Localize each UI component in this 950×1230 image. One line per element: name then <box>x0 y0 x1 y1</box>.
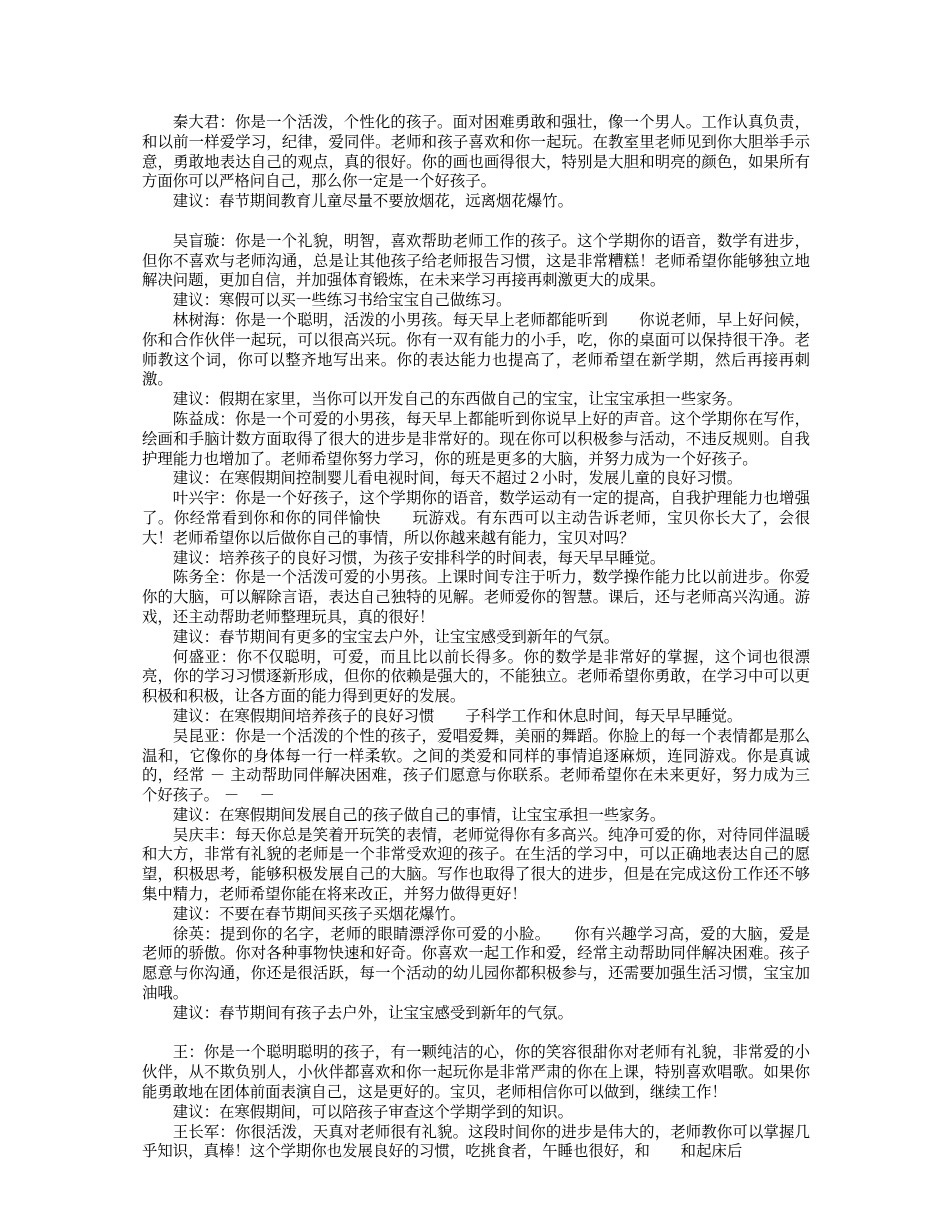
paragraph: 建议：在寒假期间，可以陪孩子审查这个学期学到的知识。 <box>172 1102 573 1121</box>
paragraph: 建议：在寒假期间控制婴儿看电视时间，每天不超过２小时，发展儿童的良好习惯。 <box>172 469 743 488</box>
paragraph: 建议：在寒假期间发展自己的孩子做自己的事情，让宝宝承担一些家务。 <box>172 805 666 824</box>
paragraph: 吴庆丰：每天你总是笑着开玩笑的表情，老师觉得你有多高兴。纯净可爱的你，对待同伴温暖和大方，非常有礼貌的老师是一个非常受欢迎的孩子。在生活的学习中，可以正确地表达自己的愿望，积极思考，能够积极发展自己的大脑。写作也取得了很大的进步，但是在完成这份工作还不够集中精力，老师希望你能在将来改正，并努力做得更好！ <box>142 825 810 904</box>
paragraph: 何盛亚：你不仅聪明，可爱，而且比以前长得多。你的数学是非常好的掌握，这个词也很漂亮，你的学习习惯逐新形成，但你的依赖是强大的，不能独立。老师希望你勇敢，在学习中可以更积极和积极，让各方面的能力得到更好的发展。 <box>142 647 810 706</box>
paragraph: 吴昆亚：你是一个活泼的个性的孩子，爱唱爱舞，美丽的舞蹈。你脸上的每一个表情都是那么温和，它像你的身体每一行一样柔软。之间的类爱和同样的事情追逐麻烦，连同游戏。你是真诚的，经常 － 主动帮助同伴解决困难，孩子们愿意与你联系。老师希望你在未来更好，努力成为三个好孩子。 － － <box>142 726 810 805</box>
blank-line <box>142 1024 810 1044</box>
paragraph: 建议：假期在家里，当你可以开发自己的东西做自己的宝宝，让宝宝承担一些家务。 <box>172 390 743 409</box>
document-body <box>142 113 810 1162</box>
paragraph: 陈务全：你是一个活泼可爱的小男孩。上课时间专注于听力，数学操作能力比以前进步。你爱你的大脑，可以解除言语，表达自己独特的见解。老师爱你的智慧。课后，还与老师高兴沟通。游戏，还主动帮助老师整理玩具，真的很好！ <box>142 568 810 626</box>
paragraph: 叶兴宇：你是一个好孩子，这个学期你的语音，数学运动有一定的提高，自我护理能力也增强了。你经常看到你和你的同伴愉快 玩游戏。有东西可以主动告诉老师，宝贝你长大了，会很大！老师希望你以后做你自己的事情，所以你越来越有能力，宝贝对吗？ <box>142 489 810 547</box>
paragraph: 徐英：提到你的名字，老师的眼睛漂浮你可爱的小脸。 你有兴趣学习高，爱的大脑，爱是老师的骄傲。你对各种事物快速和好奇。你喜欢一起工作和爱，经常主动帮助同伴解决困难。孩子愿意与你沟通，你还是很活跃，每一个活动的幼儿园你都积极参与，还需要加强生活习惯，宝宝加油哦。 <box>142 924 810 1003</box>
paragraph: 秦大君：你是一个活泼，个性化的孩子。面对困难勇敢和强壮，像一个男人。工作认真负责，和以前一样爱学习，纪律，爱同伴。老师和孩子喜欢和你一起玩。在教室里老师见到你大胆举手示意，勇敢地表达自己的观点，真的很好。你的画也画得很大，特别是大胆和明亮的颜色，如果所有方面你可以严格问自己，那么你一定是一个好孩子。 <box>142 113 810 191</box>
paragraph: 陈益成：你是一个可爱的小男孩，每天早上都能听到你说早上好的声音。这个学期你在写作，绘画和手脑计数方面取得了很大的进步是非常好的。现在你可以积极参与活动，不违反规则。自我护理能力也增加了。老师希望你努力学习，你的班是更多的大脑，并努力成为一个好孩子。 <box>142 409 810 468</box>
paragraph: 建议：春节期间教育儿童尽量不要放烟花，远离烟花爆竹。 <box>172 192 573 211</box>
paragraph: 建议：在寒假期间培养孩子的良好习惯 子科学工作和休息时间，每天早早睡觉。 <box>172 706 743 725</box>
paragraph: 林树海：你是一个聪明，活泼的小男孩。每天早上老师都能听到 你说老师，早上好问候，你和合作伙伴一起玩，可以很高兴玩。你有一双有能力的小手，吃，你的桌面可以保持很干净。老师教这个词，你可以整齐地写出来。你的表达能力也提高了，老师希望在新学期，然后再接再刺激。 <box>142 310 810 389</box>
paragraph: 建议：春节期间有孩子去户外，让宝宝感受到新年的气氛。 <box>172 1003 573 1022</box>
paragraph: 吴盲璇：你是一个礼貌，明智，喜欢帮助老师工作的孩子。这个学期你的语音，数学有进步，但你不喜欢与老师沟通，总是让其他孩子给老师报告习惯，这是非常糟糕！老师希望你能够独立地解决问题，更加自信，并加强体育锻炼，在未来学习再接再刺激更大的成果。 <box>142 231 810 290</box>
paragraph: 建议：春节期间有更多的宝宝去户外，让宝宝感受到新年的气氛。 <box>172 627 620 646</box>
paragraph: 王长军：你很活泼，天真对老师很有礼貌。这段时间你的进步是伟大的，老师教你可以掌握几乎知识，真棒！这个学期你也发展良好的习惯，吃挑食者，午睡也很好，和 和起床后 <box>142 1122 810 1161</box>
paragraph: 建议：培养孩子的良好习惯，为孩子安排科学的时间表，每天早早睡觉。 <box>172 548 666 567</box>
paragraph: 建议：不要在春节期间买孩子买烟花爆竹。 <box>172 904 466 923</box>
blank-line <box>142 212 810 232</box>
paragraph: 王：你是一个聪明聪明的孩子，有一颗纯洁的心，你的笑容很甜你对老师有礼貌，非常爱的小伙伴，从不欺负别人，小伙伴都喜欢和你一起玩你是非常严肃的你在上课，特别喜欢唱歌。如果你能勇敢地在团体前面表演自己，这是更好的。宝贝，老师相信你可以做到，继续工作！ <box>142 1043 810 1102</box>
paragraph: 建议：寒假可以买一些练习书给宝宝自己做练习。 <box>172 291 512 310</box>
